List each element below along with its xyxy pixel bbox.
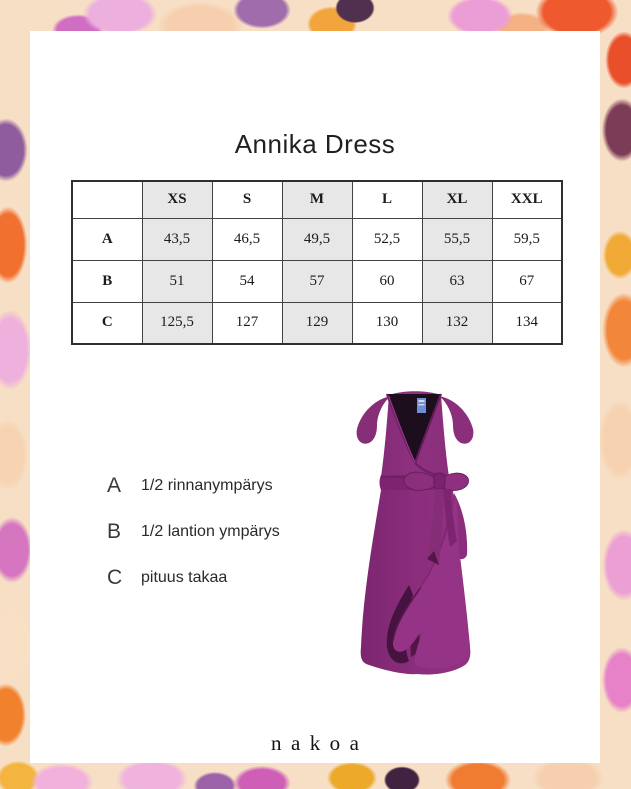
size-table-header-row <box>72 181 562 218</box>
legend-item <box>107 517 280 547</box>
size-cell: 129 <box>282 302 352 344</box>
size-cell: 67 <box>492 260 562 302</box>
table-row <box>72 302 562 344</box>
size-cell: 46,5 <box>212 218 282 260</box>
legend-letter: B <box>107 520 122 543</box>
size-cell: 63 <box>422 260 492 302</box>
size-cell: 132 <box>422 302 492 344</box>
header-cell-xxl: XXL <box>492 181 562 218</box>
size-cell: 55,5 <box>422 218 492 260</box>
legend-letter: A <box>107 474 122 497</box>
row-label: C <box>72 302 142 344</box>
row-label: A <box>72 218 142 260</box>
size-cell: 130 <box>352 302 422 344</box>
size-cell: 60 <box>352 260 422 302</box>
size-cell: 134 <box>492 302 562 344</box>
page-title: Annika Dress <box>234 129 396 159</box>
size-cell: 51 <box>142 260 212 302</box>
header-cell-s: S <box>212 181 282 218</box>
size-cell: 127 <box>212 302 282 344</box>
legend-item <box>107 471 280 501</box>
legend-text: 1/2 lantion ympärys <box>141 523 280 540</box>
size-cell: 52,5 <box>352 218 422 260</box>
size-cell: 54 <box>212 260 282 302</box>
size-cell: 59,5 <box>492 218 562 260</box>
header-cell-xs: XS <box>142 181 212 218</box>
measurement-legend <box>107 471 280 609</box>
size-cell: 43,5 <box>142 218 212 260</box>
header-cell-blank <box>72 181 142 218</box>
legend-text: pituus takaa <box>141 569 228 586</box>
table-row <box>72 218 562 260</box>
content-panel <box>30 31 600 763</box>
neck-tag <box>417 398 426 413</box>
table-row <box>72 260 562 302</box>
header-cell-xl: XL <box>422 181 492 218</box>
size-cell: 125,5 <box>142 302 212 344</box>
size-cell: 57 <box>282 260 352 302</box>
brand-logo: nakoa <box>271 731 369 755</box>
dress-photo <box>351 389 479 684</box>
legend-letter: C <box>107 566 123 589</box>
size-cell: 49,5 <box>282 218 352 260</box>
size-table <box>71 180 563 345</box>
legend-item <box>107 563 280 593</box>
legend-text: 1/2 rinnanympärys <box>141 477 273 494</box>
row-label: B <box>72 260 142 302</box>
header-cell-m: M <box>282 181 352 218</box>
header-cell-l: L <box>352 181 422 218</box>
